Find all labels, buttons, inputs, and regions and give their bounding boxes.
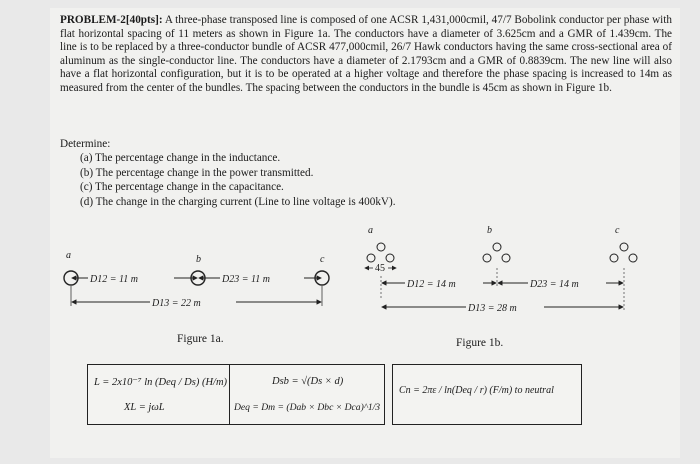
problem-heading: PROBLEM-2[40pts]: — [60, 14, 163, 26]
fig1a-d13: D13 = 22 m — [152, 298, 201, 309]
fig1b-label-c: c — [615, 225, 620, 236]
fig1a-label-a: a — [66, 250, 71, 261]
fig1a-d12: D12 = 11 m — [90, 274, 138, 285]
figure-1b — [365, 225, 637, 314]
formula-inductance: L = 2x10⁻⁷ ln (Deq / Ds) (H/m) — [94, 377, 228, 388]
question-d: (d) The change in the charging current (Line to line voltage is 400kV). — [80, 196, 396, 208]
fig1b-bundle-a — [367, 243, 394, 262]
fig1a-label-b: b — [196, 254, 201, 265]
question-b: (b) The percentage change in the power transmitted. — [80, 167, 314, 179]
fig1b-d12: D12 = 14 m — [407, 279, 456, 290]
fig1a-label-c: c — [320, 254, 325, 265]
formula-deq: Deq = Dm = (Dab × Dbc × Dca)^1/3 — [234, 402, 381, 413]
formula-box-gmr — [229, 364, 385, 425]
problem-body: A three-phase transposed line is composed of one ACSR 1,431,000cmil, 47/7 Bobolink conductor per phase with flat horizontal spacing of 11 meters as shown in Figure 1a. The conductors have a diameter of 3.625cm and a GMR of 1.439cm. The line is to be replaced by a three-conductor bundle of ACSR 477,000cmil, 26/7 Hawk conductors having the same cross-sectional area of aluminum as the single-conductor line. The conductors have a diameter of 2.1793cm and a GMR of 0.8839cm. The new line will also have a flat horizontal configuration, but it is to be operated at a higher voltage and therefore the phase spacing is increased to 14m as measured from the center of the bundles. The spacing between the conductors in the bundle is 45cm as shown in Figure 1b. — [60, 14, 672, 94]
formula-box-capacitance — [392, 364, 582, 425]
formula-reactance: XL = jωL — [124, 402, 165, 413]
figure-1a-caption: Figure 1a. — [177, 333, 224, 345]
fig1b-bundle-b — [483, 243, 510, 262]
fig1b-label-b: b — [487, 225, 492, 236]
figure-1a — [64, 250, 329, 309]
formula-capacitance: Cn = 2πε / ln(Deq / r) (F/m) to neutral — [399, 385, 554, 396]
formula-gmr-bundle: Dsb = √(Ds × d) — [272, 376, 344, 387]
fig1a-d23: D23 = 11 m — [222, 274, 270, 285]
fig1b-d23: D23 = 14 m — [530, 279, 579, 290]
formula-box-inductance — [87, 364, 232, 425]
question-c: (c) The percentage change in the capacitance. — [80, 181, 284, 193]
figure-1b-caption: Figure 1b. — [456, 337, 504, 349]
fig1b-d13: D13 = 28 m — [468, 303, 517, 314]
fig1b-spacing: 45 — [375, 263, 385, 274]
question-a: (a) The percentage change in the inductance. — [80, 152, 281, 164]
fig1b-label-a: a — [368, 225, 373, 236]
determine-label: Determine: — [60, 138, 111, 150]
fig1b-bundle-c — [610, 243, 637, 262]
